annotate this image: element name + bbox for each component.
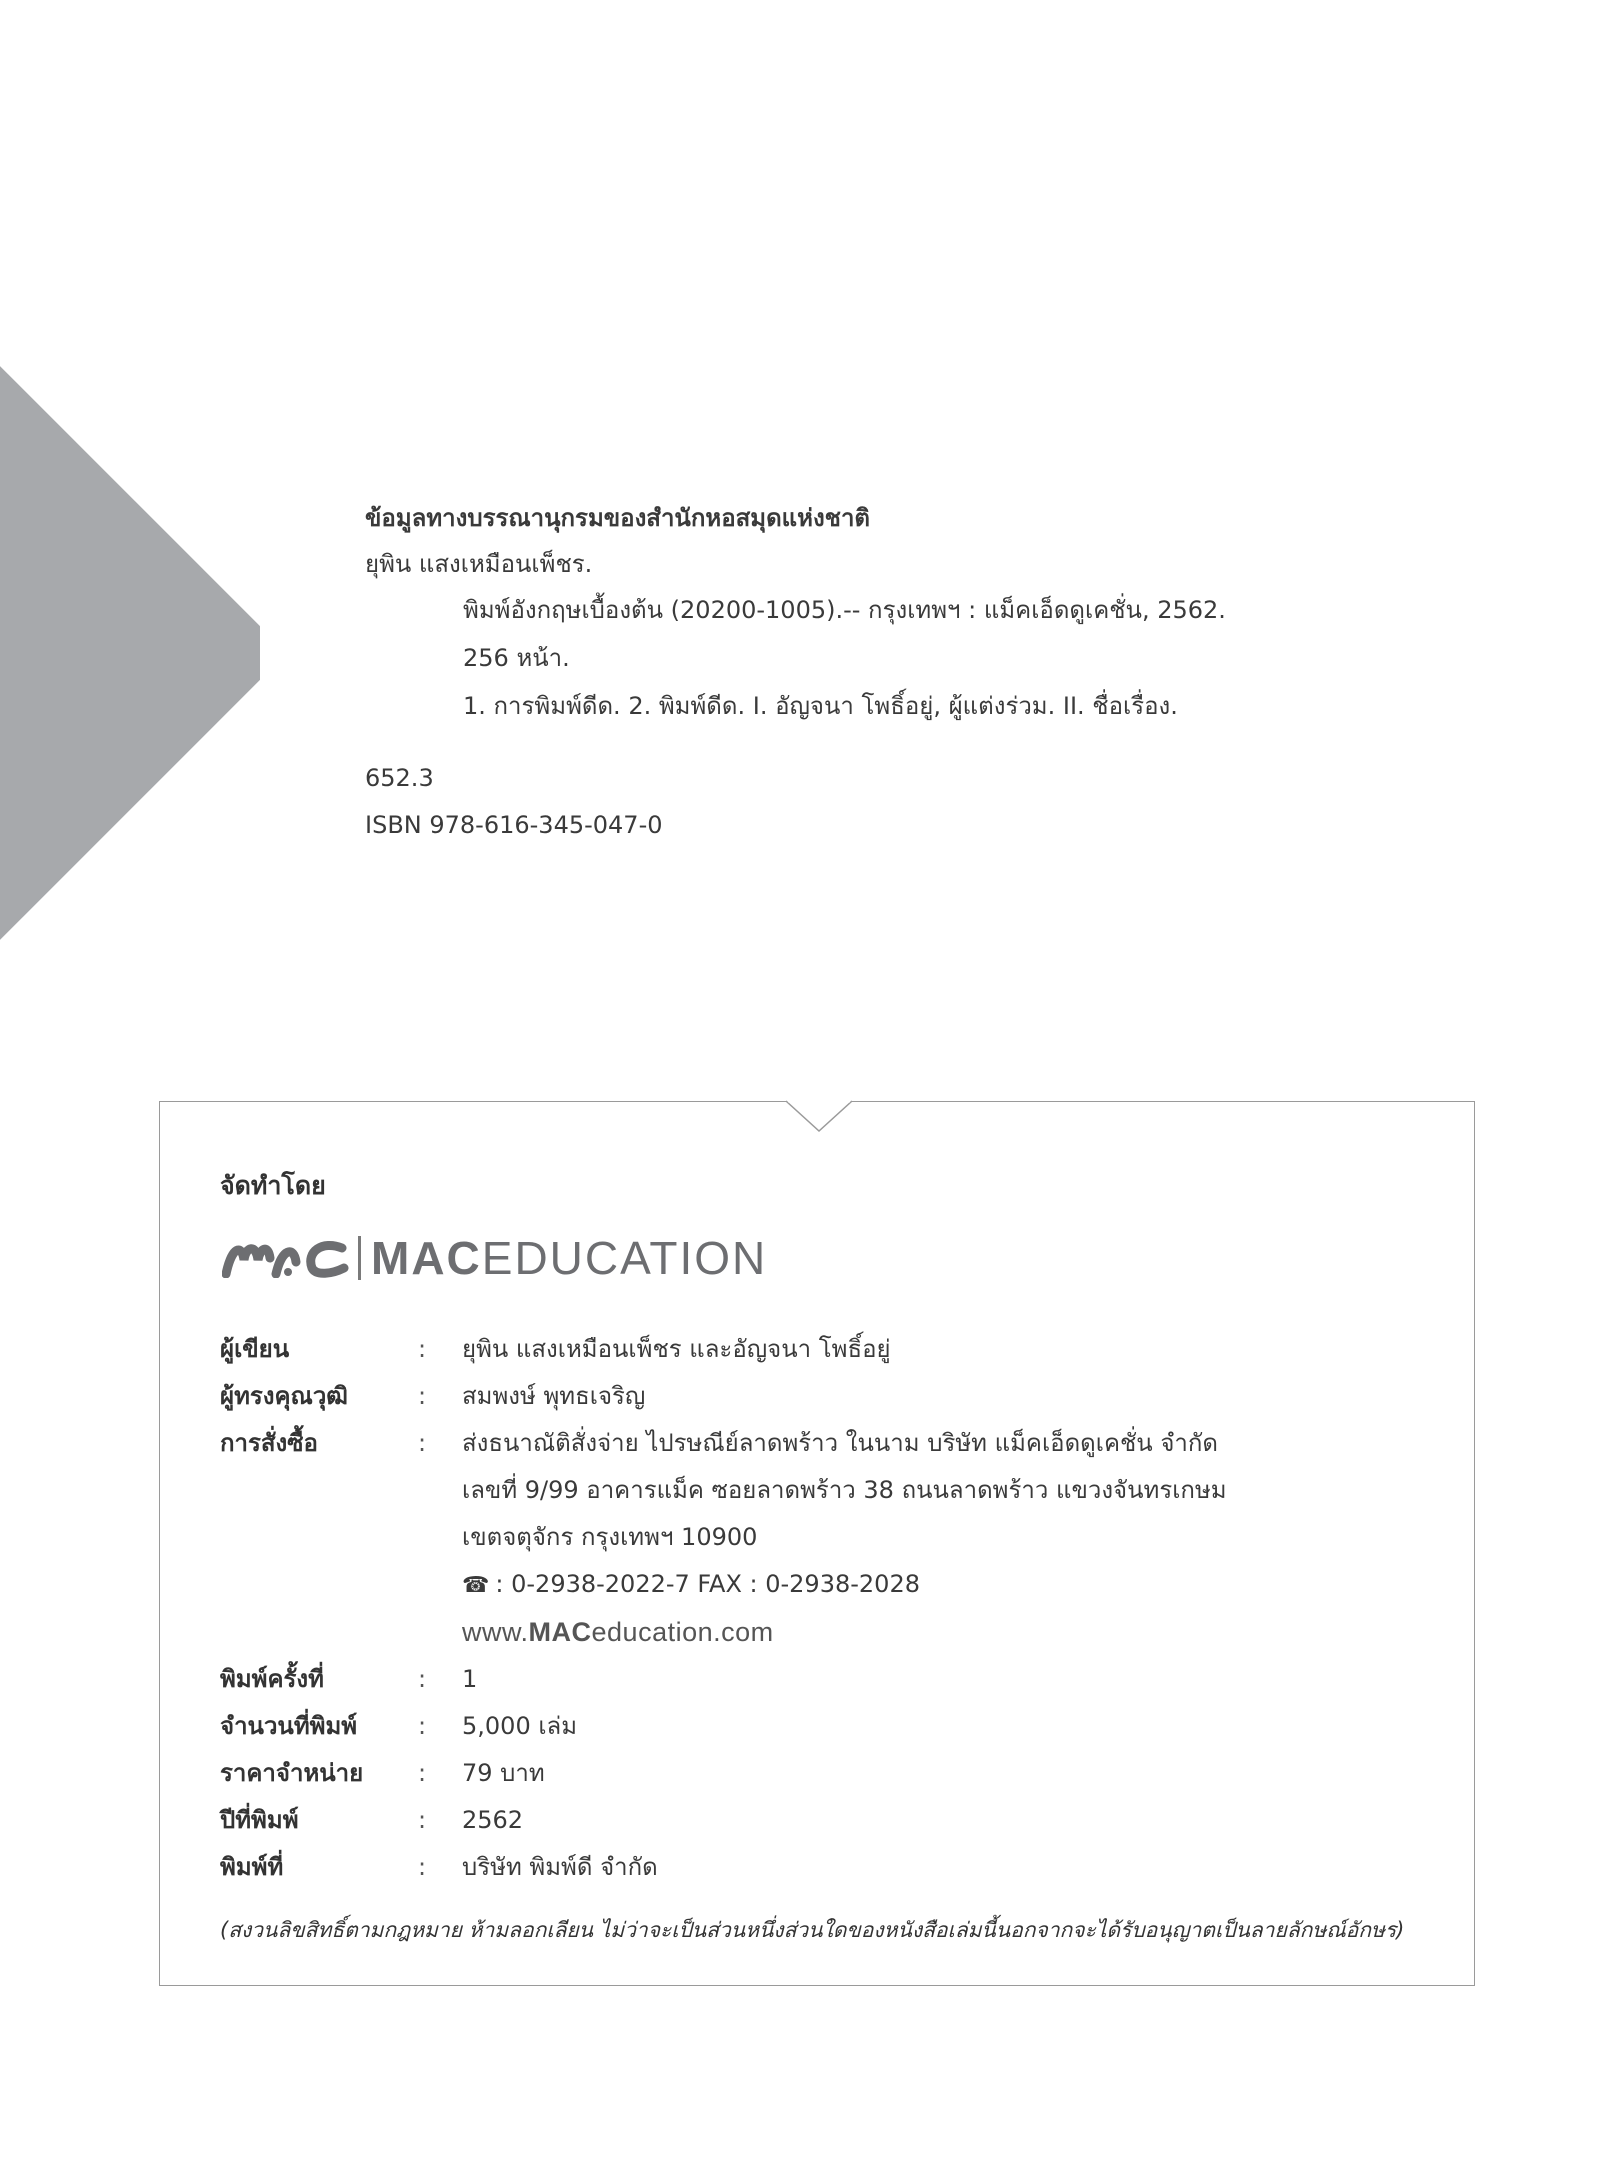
- separator: :: [418, 1853, 427, 1881]
- detail-row-author: [220, 1326, 1420, 1373]
- author-value: ยุพิน แสงเหมือนเพ็ชร และอัญจนา โพธิ์อยู่: [462, 1335, 891, 1363]
- order-label: การสั่งซื้อ: [220, 1429, 318, 1457]
- catalog-author: ยุพิน แสงเหมือนเพ็ชร.: [365, 550, 593, 578]
- logo-text-mac: MAC: [371, 1232, 482, 1284]
- order-line-2: เลขที่ 9/99 อาคารแม็ค ซอยลาดพร้าว 38 ถนนลาดพร้าว แขวงจันทรเกษม: [462, 1476, 1227, 1504]
- edition-label: พิมพ์ครั้งที่: [220, 1665, 324, 1693]
- detail-row-printer: [220, 1844, 1420, 1891]
- detail-row-edition: [220, 1656, 1420, 1703]
- copies-value: 5,000 เล่ม: [462, 1712, 578, 1740]
- phone-line: [220, 1561, 1420, 1609]
- author-label: ผู้เขียน: [220, 1335, 290, 1363]
- web-brand: MAC: [528, 1617, 592, 1647]
- edition-value: 1: [462, 1665, 478, 1693]
- catalog-subjects: 1. การพิมพ์ดีด. 2. พิมพ์ดีด. I. อัญจนา โพธิ์อยู่, ผู้แต่งร่วม. II. ชื่อเรื่อง.: [463, 692, 1178, 720]
- printer-label: พิมพ์ที่: [220, 1853, 284, 1881]
- decorative-diamond: [0, 363, 260, 943]
- separator: :: [418, 1759, 427, 1787]
- catalog-pages: 256 หน้า.: [463, 644, 570, 672]
- detail-row-year: [220, 1797, 1420, 1844]
- cataloging-data: [365, 502, 1365, 856]
- catalog-classification: 652.3: [365, 764, 434, 792]
- box-notch: [786, 1100, 852, 1136]
- year-label: ปีที่พิมพ์: [220, 1806, 299, 1834]
- expert-value: สมพงษ์ พุทธเจริญ: [462, 1382, 646, 1410]
- separator: :: [418, 1335, 427, 1363]
- separator: :: [418, 1429, 427, 1457]
- price-value: 79 บาท: [462, 1759, 545, 1787]
- order-line-1: ส่งธนาณัติสั่งจ่าย ไปรษณีย์ลาดพร้าว ในนาม บริษัท แม็คเอ็ดดูเคชั่น จำกัด: [462, 1429, 1218, 1457]
- expert-label: ผู้ทรงคุณวุฒิ: [220, 1382, 348, 1410]
- separator: :: [418, 1806, 427, 1834]
- price-label: ราคาจำหน่าย: [220, 1759, 364, 1787]
- detail-row-price: [220, 1750, 1420, 1797]
- detail-row-expert: [220, 1373, 1420, 1420]
- phone-numbers: : 0-2938-2022-7 FAX : 0-2938-2028: [495, 1570, 920, 1598]
- logo-separator: [358, 1236, 361, 1280]
- publication-info-box: [159, 1101, 1475, 1986]
- catalog-isbn: ISBN 978-616-345-047-0: [365, 811, 663, 839]
- website-link[interactable]: [220, 1609, 1420, 1656]
- web-prefix: www.: [462, 1617, 529, 1647]
- phone-icon: ☎: [462, 1573, 490, 1598]
- made-by-heading: จัดทำโดย: [220, 1171, 326, 1200]
- separator: :: [418, 1382, 427, 1410]
- order-line-3: เขตจตุจักร กรุงเทพฯ 10900: [462, 1523, 758, 1551]
- logo-text-education: EDUCATION: [481, 1232, 768, 1284]
- mac-education-logo: [222, 1228, 767, 1288]
- mac-logo-mark-icon: [222, 1238, 350, 1278]
- copyright-notice: (สงวนลิขสิทธิ์ตามกฎหมาย ห้ามลอกเลียน ไม่ว่าจะเป็นส่วนหนึ่งส่วนใดของหนังสือเล่มนี้นอกจากจะได้รับอนุญาตเป็นลายลักษณ์อักษร): [220, 1918, 1405, 1942]
- catalog-title-line: พิมพ์อังกฤษเบื้องต้น (20200-1005).-- กรุงเทพฯ : แม็คเอ็ดดูเคชั่น, 2562.: [463, 596, 1226, 624]
- separator: :: [418, 1665, 427, 1693]
- publication-details: [220, 1326, 1420, 1891]
- copies-label: จำนวนที่พิมพ์: [220, 1712, 358, 1740]
- printer-value: บริษัท พิมพ์ดี จำกัด: [462, 1853, 658, 1881]
- catalog-heading: ข้อมูลทางบรรณานุกรมของสำนักหอสมุดแห่งชาติ: [365, 504, 871, 532]
- web-suffix: education.com: [591, 1617, 774, 1647]
- detail-row-order: [220, 1420, 1420, 1467]
- year-value: 2562: [462, 1806, 524, 1834]
- detail-row-copies: [220, 1703, 1420, 1750]
- separator: :: [418, 1712, 427, 1740]
